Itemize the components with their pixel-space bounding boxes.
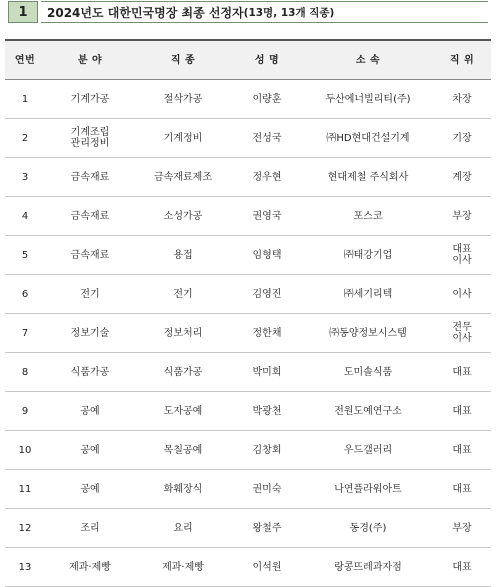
section-title (41, 1, 488, 23)
cell-position: 부장 (433, 197, 491, 236)
table-row (5, 314, 491, 353)
cell-position: 대표 (433, 470, 491, 509)
cell-no: 13 (5, 548, 45, 587)
cell-job: 용접 (135, 236, 231, 275)
col-header-org: 소 속 (303, 40, 433, 80)
cell-job: 요리 (135, 509, 231, 548)
cell-field: 공예 (45, 470, 135, 509)
cell-position-line: 이사 (452, 333, 472, 344)
cell-org: 도미솔식품 (303, 353, 433, 392)
cell-name: 김영진 (231, 275, 303, 314)
cell-name: 이석원 (231, 548, 303, 587)
cell-job: 화훼장식 (135, 470, 231, 509)
cell-name: 정우현 (231, 158, 303, 197)
table-row (5, 548, 491, 587)
cell-position: 이사 (433, 275, 491, 314)
cell-name: 권영국 (231, 197, 303, 236)
cell-job: 목칠공예 (135, 431, 231, 470)
cell-position: 차장 (433, 80, 491, 119)
cell-job: 금속재료제조 (135, 158, 231, 197)
cell-name: 전성국 (231, 119, 303, 158)
cell-job: 정보처리 (135, 314, 231, 353)
cell-org: ㈜태강기업 (303, 236, 433, 275)
selection-table (5, 39, 491, 587)
table-row (5, 119, 491, 158)
table-row (5, 275, 491, 314)
cell-job: 기계정비 (135, 119, 231, 158)
title-subtitle: (13명, 13개 직종) (243, 6, 335, 19)
cell-no: 11 (5, 470, 45, 509)
cell-org: ㈜세기리텍 (303, 275, 433, 314)
cell-field: 기계가공 (45, 80, 135, 119)
cell-no: 3 (5, 158, 45, 197)
col-header-name: 성 명 (231, 40, 303, 80)
col-header-job: 직 종 (135, 40, 231, 80)
cell-name: 권미숙 (231, 470, 303, 509)
col-header-field: 분 야 (45, 40, 135, 80)
cell-field-line: 관리정비 (70, 138, 110, 149)
cell-position: 대표 (433, 548, 491, 587)
cell-job: 소성가공 (135, 197, 231, 236)
cell-field: 공예 (45, 392, 135, 431)
cell-job: 식품가공 (135, 353, 231, 392)
table-row (5, 509, 491, 548)
cell-org: 동경(주) (303, 509, 433, 548)
cell-no: 4 (5, 197, 45, 236)
cell-org: 나연플라워아트 (303, 470, 433, 509)
cell-position: 대표 (433, 353, 491, 392)
cell-field: 금속재료 (45, 158, 135, 197)
cell-no: 6 (5, 275, 45, 314)
table-row (5, 353, 491, 392)
cell-no: 12 (5, 509, 45, 548)
cell-field (45, 119, 135, 158)
table-row (5, 392, 491, 431)
table-row (5, 431, 491, 470)
cell-field: 식품가공 (45, 353, 135, 392)
col-header-no: 연번 (5, 40, 45, 80)
cell-field-line: 기계조립 (70, 127, 110, 138)
cell-position: 부장 (433, 509, 491, 548)
cell-org: 전원도예연구소 (303, 392, 433, 431)
cell-job: 제과·제빵 (135, 548, 231, 587)
cell-no: 8 (5, 353, 45, 392)
cell-position: 대표 (433, 392, 491, 431)
cell-org: 두산에너빌리티(주) (303, 80, 433, 119)
cell-job: 도자공예 (135, 392, 231, 431)
cell-field: 제과·제빵 (45, 548, 135, 587)
cell-org: ㈜동양정보시스템 (303, 314, 433, 353)
cell-position-line: 이사 (452, 255, 472, 266)
cell-position (433, 314, 491, 353)
cell-position: 대표 (433, 431, 491, 470)
table-row (5, 236, 491, 275)
cell-name: 이량훈 (231, 80, 303, 119)
cell-org: 우드갤러리 (303, 431, 433, 470)
cell-field: 공예 (45, 431, 135, 470)
section-number: 1 (8, 1, 38, 23)
title-main: 2024년도 대한민국명장 최종 선정자 (47, 5, 244, 20)
cell-position: 계장 (433, 158, 491, 197)
cell-no: 5 (5, 236, 45, 275)
cell-position-line: 전무 (452, 322, 472, 333)
cell-field: 전기 (45, 275, 135, 314)
cell-name: 임형택 (231, 236, 303, 275)
cell-no: 7 (5, 314, 45, 353)
table-row (5, 80, 491, 119)
cell-job: 전기 (135, 275, 231, 314)
cell-name: 왕철주 (231, 509, 303, 548)
cell-org: 현대제철 주식회사 (303, 158, 433, 197)
cell-field: 정보기술 (45, 314, 135, 353)
cell-name: 김창회 (231, 431, 303, 470)
cell-name: 정한채 (231, 314, 303, 353)
section-title-bar (8, 1, 488, 23)
cell-org: 랑콩뜨레과자점 (303, 548, 433, 587)
cell-no: 1 (5, 80, 45, 119)
cell-org: 포스코 (303, 197, 433, 236)
table-row (5, 197, 491, 236)
col-header-position: 직 위 (433, 40, 491, 80)
cell-org: ㈜HD현대건설기계 (303, 119, 433, 158)
cell-field: 조리 (45, 509, 135, 548)
cell-name: 박미희 (231, 353, 303, 392)
cell-field: 금속재료 (45, 197, 135, 236)
cell-job: 절삭가공 (135, 80, 231, 119)
cell-field: 금속재료 (45, 236, 135, 275)
table-body (5, 80, 491, 587)
table-row (5, 470, 491, 509)
cell-position: 기장 (433, 119, 491, 158)
cell-position-line: 대표 (452, 244, 472, 255)
table-row (5, 158, 491, 197)
cell-no: 2 (5, 119, 45, 158)
cell-no: 10 (5, 431, 45, 470)
cell-name: 박광천 (231, 392, 303, 431)
table-header-row (5, 40, 491, 80)
cell-no: 9 (5, 392, 45, 431)
cell-position (433, 236, 491, 275)
